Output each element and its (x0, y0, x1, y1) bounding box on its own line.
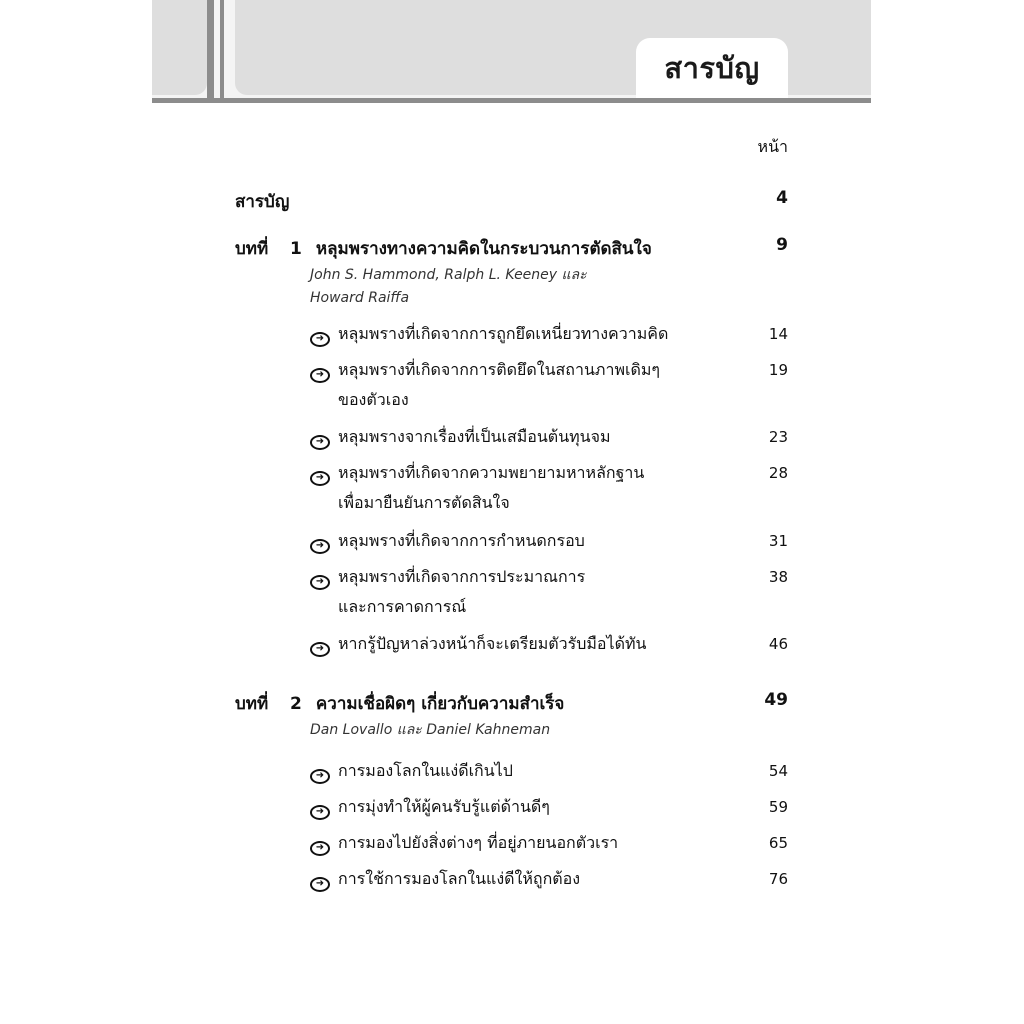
chapter-heading[interactable] (235, 235, 652, 262)
toc-item-page: 65 (768, 834, 788, 852)
toc-item-page: 28 (768, 464, 788, 482)
toc-item-text: การใช้การมองโลกในแง่ดีให้ถูกต้อง (338, 869, 581, 888)
page-column-label: หน้า (757, 137, 788, 156)
toc-item-text: หลุมพรางที่เกิดจากการประมาณการ (338, 567, 586, 586)
toc-item[interactable] (310, 422, 611, 452)
circle-arrow-icon: ➜ (310, 575, 330, 590)
title-tab (636, 38, 788, 98)
circle-arrow-icon: ➜ (310, 471, 330, 486)
chapter-number: 2 (290, 694, 302, 714)
toc-item-text: การมุ่งทำให้ผู้คนรับรู้แต่ด้านดีๆ (338, 797, 550, 816)
toc-item-page: 31 (768, 532, 788, 550)
circle-arrow-icon: ➜ (310, 805, 330, 820)
chapter-title: ความเชื่อผิดๆ เกี่ยวกับความสำเร็จ (315, 694, 565, 714)
toc-item[interactable] (310, 629, 646, 659)
header-panel-left (152, 0, 207, 95)
toc-item-text: หลุมพรางที่เกิดจากการถูกยึดเหนี่ยวทางความคิด (338, 324, 669, 343)
toc-item-text: การมองไปยังสิ่งต่างๆ ที่อยู่ภายนอกตัวเรา (338, 833, 619, 852)
page-title: สารบัญ (664, 51, 760, 85)
toc-item[interactable] (310, 828, 618, 858)
toc-item-text-cont: เพื่อมายืนยันการตัดสินใจ (338, 493, 510, 512)
toc-item-page: 19 (768, 361, 788, 379)
toc-entry-page: 4 (776, 188, 788, 208)
toc-item[interactable] (310, 864, 580, 894)
toc-item[interactable] (310, 458, 644, 518)
header-divider-bar-thin (220, 0, 224, 101)
circle-arrow-icon: ➜ (310, 368, 330, 383)
authors-line: Dan Lovallo และ Daniel Kahneman (310, 722, 551, 738)
chapter-number: 1 (290, 239, 302, 259)
chapter-heading[interactable] (235, 690, 564, 717)
toc-item-text: หลุมพรางที่เกิดจากความพยายามหาหลักฐาน (338, 463, 645, 482)
toc-item[interactable] (310, 319, 668, 349)
chapter-label: บทที่ (235, 239, 269, 259)
toc-entry-intro[interactable] (235, 188, 289, 215)
header-divider-bar (207, 0, 214, 101)
authors-line: John S. Hammond, Ralph L. Keeney และ (310, 267, 587, 283)
toc-item-page: 59 (768, 798, 788, 816)
toc-item-text-cont: ของตัวเอง (338, 390, 409, 409)
circle-arrow-icon: ➜ (310, 332, 330, 347)
chapter-authors (310, 719, 550, 742)
toc-item[interactable] (310, 756, 513, 786)
toc-item-page: 38 (768, 568, 788, 586)
circle-arrow-icon: ➜ (310, 539, 330, 554)
toc-item-page: 76 (768, 870, 788, 888)
toc-entry-label: สารบัญ (235, 192, 290, 212)
toc-item[interactable] (310, 792, 550, 822)
toc-item-page: 23 (768, 428, 788, 446)
toc-item[interactable] (310, 562, 585, 622)
toc-item-text: การมองโลกในแง่ดีเกินไป (338, 761, 513, 780)
toc-item-page: 54 (768, 762, 788, 780)
circle-arrow-icon: ➜ (310, 877, 330, 892)
chapter-page: 9 (776, 235, 788, 255)
page-header (152, 0, 871, 103)
circle-arrow-icon: ➜ (310, 435, 330, 450)
toc-item-page: 14 (768, 325, 788, 343)
authors-line: Howard Raiffa (310, 290, 410, 306)
header-rule (152, 98, 871, 103)
toc-item-page: 46 (768, 635, 788, 653)
toc-item-text: หากรู้ปัญหาล่วงหน้าก็จะเตรียมตัวรับมือได้ทัน (338, 634, 647, 653)
chapter-authors (310, 264, 587, 310)
toc-item-text: หลุมพรางที่เกิดจากการติดยึดในสถานภาพเดิมๆ (338, 360, 660, 379)
toc-item[interactable] (310, 355, 660, 415)
circle-arrow-icon: ➜ (310, 841, 330, 856)
chapter-title: หลุมพรางทางความคิดในกระบวนการตัดสินใจ (315, 239, 652, 259)
circle-arrow-icon: ➜ (310, 769, 330, 784)
chapter-label: บทที่ (235, 694, 269, 714)
toc-item-text: หลุมพรางที่เกิดจากการกำหนดกรอบ (338, 531, 585, 550)
toc-item-text: หลุมพรางจากเรื่องที่เป็นเสมือนต้นทุนจม (338, 427, 611, 446)
chapter-page: 49 (764, 690, 788, 710)
toc-item-text-cont: และการคาดการณ์ (338, 597, 467, 616)
toc-item[interactable] (310, 526, 585, 556)
circle-arrow-icon: ➜ (310, 642, 330, 657)
